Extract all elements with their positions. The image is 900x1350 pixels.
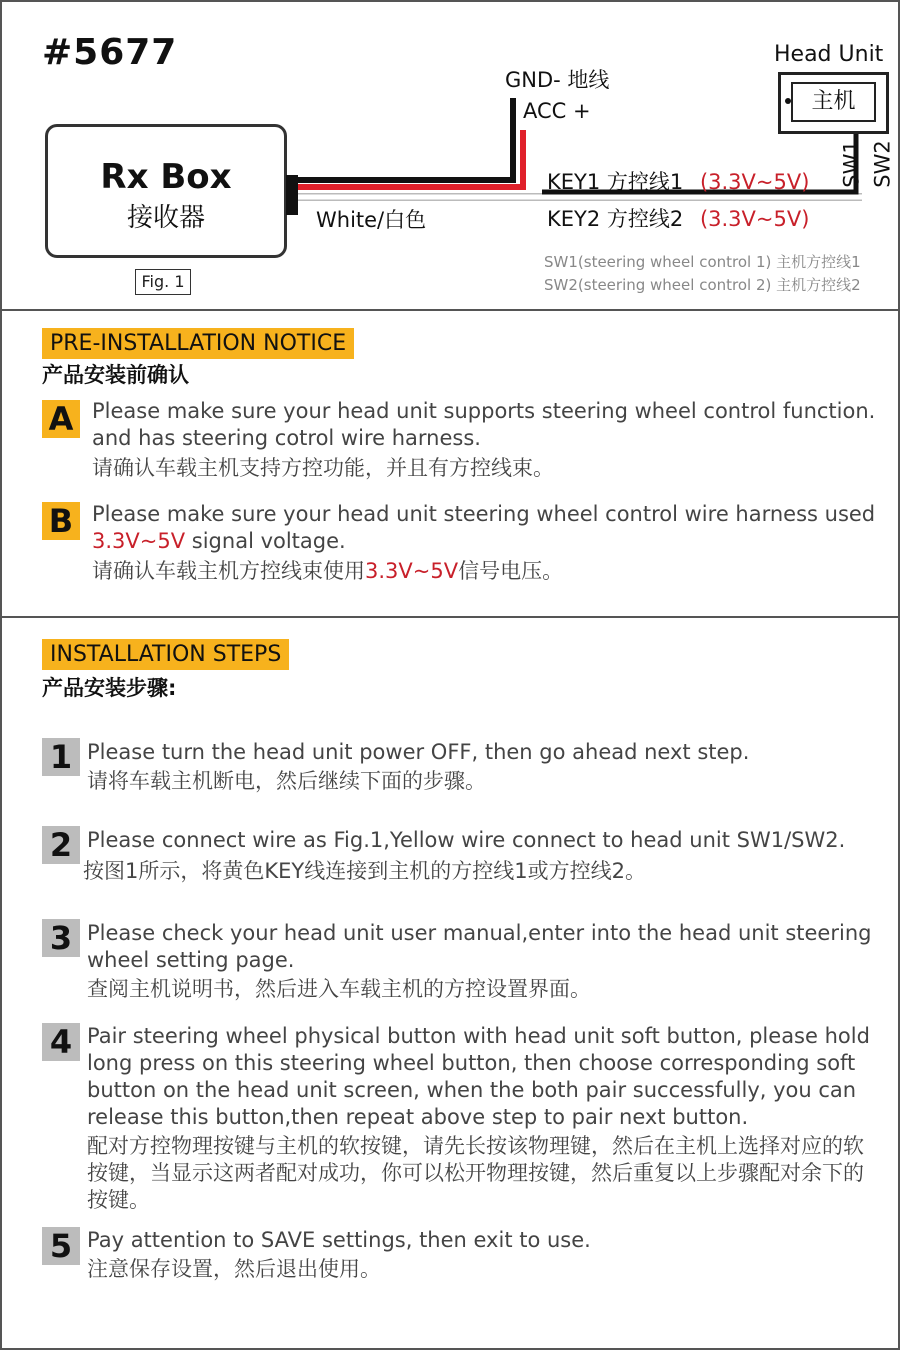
notice-item-b: [92, 501, 882, 585]
notice-a-cn: 请确认车载主机支持方控功能，并且有方控线束。: [92, 456, 554, 480]
notice-b-en-suffix: signal voltage.: [191, 529, 346, 553]
rx-box-connector: [286, 175, 298, 215]
rx-box-subtitle: 接收器: [126, 203, 205, 233]
gnd-wire-label: GND- 地线: [505, 68, 610, 92]
notice-title: PRE-INSTALLATION NOTICE: [42, 328, 354, 359]
step-2-en: Please connect wire as Fig.1,Yellow wire connect to head unit SW1/SW2.: [87, 828, 846, 852]
sw2-note: SW2(steering wheel control 2) 主机方控线2: [544, 276, 861, 294]
rx-box-title: Rx Box: [100, 157, 232, 197]
step-5: [87, 1227, 882, 1283]
head-unit-label: 主机: [791, 82, 876, 122]
key2-voltage: (3.3V~5V): [699, 207, 810, 231]
notice-badge-b: B: [42, 502, 80, 540]
wiring-diagram: [2, 2, 898, 308]
key2-label: [547, 203, 809, 233]
notice-item-a: [92, 398, 882, 482]
step-5-cn: 注意保存设置，然后退出使用。: [87, 1257, 381, 1281]
notice-badge-a: A: [42, 400, 80, 438]
notice-b-en-voltage: 3.3V~5V: [92, 529, 186, 553]
step-3: [87, 920, 882, 1003]
step-4: [87, 1023, 882, 1214]
notice-subtitle: 产品安装前确认: [42, 363, 189, 387]
steps-title: INSTALLATION STEPS: [42, 639, 289, 670]
step-4-cn: 配对方控物理按键与主机的软按键，请先长按该物理键，然后在主机上选择对应的软按键，当显示这两者配对成功，你可以松开物理按键，然后重复以上步骤配对余下的按键。: [87, 1134, 864, 1212]
key1-voltage: (3.3V~5V): [699, 170, 810, 194]
step-2-badge: 2: [42, 826, 80, 864]
black-gnd-wire: [298, 98, 513, 180]
key1-name: KEY1 方控线1: [547, 170, 684, 194]
step-1: [87, 739, 882, 795]
sw2-label: SW2: [870, 140, 895, 188]
product-code: #5677: [42, 32, 178, 73]
key1-label: [547, 166, 809, 196]
rx-box: [45, 124, 287, 258]
step-1-en: Please turn the head unit power OFF, then go ahead next step.: [87, 740, 750, 764]
sw1-note: SW1(steering wheel control 1) 主机方控线1: [544, 253, 861, 271]
head-unit-title: Head Unit: [774, 42, 884, 67]
white-wire-label: White/白色: [316, 208, 427, 232]
notice-b-cn-voltage: 3.3V~5V: [365, 559, 459, 583]
step-1-cn: 请将车载主机断电，然后继续下面的步骤。: [87, 769, 486, 793]
step-3-cn: 查阅主机说明书，然后进入车载主机的方控设置界面。: [87, 977, 591, 1001]
head-unit-box: [778, 72, 889, 134]
step-2: [83, 827, 882, 885]
step-4-badge: 4: [42, 1023, 80, 1061]
notice-a-en: Please make sure your head unit supports steering wheel control function. and has steering cotrol wire harness.: [92, 399, 876, 450]
notice-b-cn: [92, 558, 882, 585]
acc-wire-label: ACC +: [523, 99, 591, 123]
notice-b-en: [92, 501, 882, 555]
step-3-badge: 3: [42, 919, 80, 957]
sw1-label: SW1: [839, 140, 864, 188]
notice-b-cn-prefix: 请确认车载主机方控线束使用: [92, 559, 365, 583]
notice-b-en-prefix: Please make sure your head unit steering wheel control wire harness used: [92, 502, 876, 526]
notice-b-cn-suffix: 信号电压。: [458, 559, 564, 583]
figure-label: Fig. 1: [135, 269, 191, 295]
head-unit-dot: [785, 98, 791, 104]
steps-subtitle: 产品安装步骤:: [42, 676, 177, 700]
step-2-cn: 按图1所示，将黄色KEY线连接到主机的方控线1或方控线2。: [83, 859, 646, 883]
step-5-en: Pay attention to SAVE settings, then exit to use.: [87, 1228, 591, 1252]
divider-2: [2, 616, 898, 618]
divider-1: [2, 309, 898, 311]
step-1-badge: 1: [42, 738, 80, 776]
step-5-badge: 5: [42, 1227, 80, 1265]
step-3-en: Please check your head unit user manual,enter into the head unit steering wheel setting page.: [87, 921, 872, 972]
step-4-en: Pair steering wheel physical button with head unit soft button, please hold long press on this steering wheel button, then choose corresponding soft button on the head unit screen, when the both pair successfully, you can release this button,then repeat above step to pair next button.: [87, 1024, 870, 1129]
key2-name: KEY2 方控线2: [547, 207, 684, 231]
